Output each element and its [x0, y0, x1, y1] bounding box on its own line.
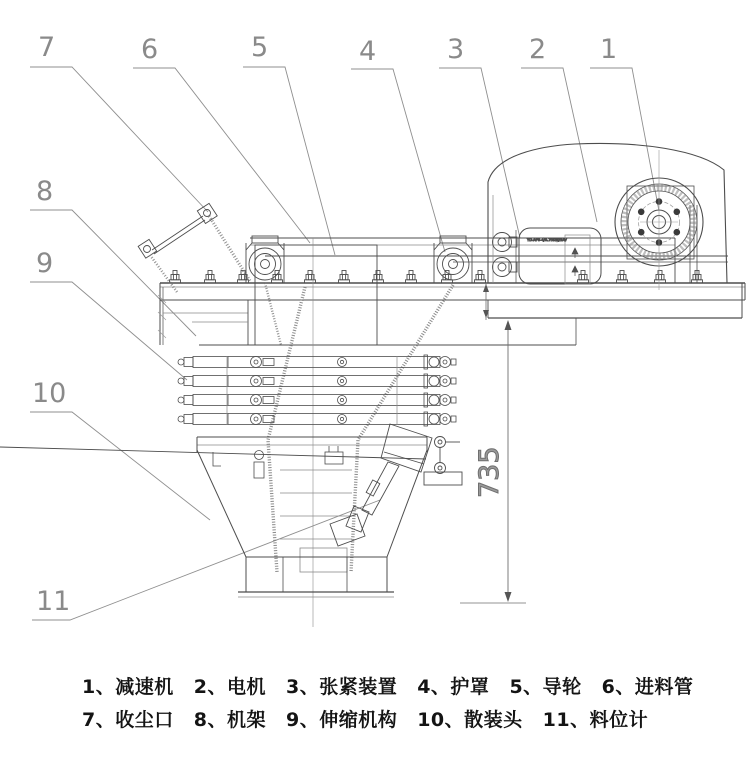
guide-wheel-left: [243, 236, 287, 283]
legend-item: 7、收尘口: [82, 708, 174, 731]
legend-item: 6、进料管: [601, 676, 694, 698]
dimension-735: [460, 283, 526, 603]
callout-5: 5: [251, 32, 269, 63]
legend-item: 2、电机: [193, 676, 266, 698]
callout-4: 4: [359, 36, 377, 67]
parts-legend: [82, 671, 742, 736]
motor-nameplate-text: YD-AP6-4/0.75KW/5AV: [527, 238, 567, 242]
beam-bolts: [170, 271, 703, 284]
callout-6: 6: [141, 34, 159, 65]
guide-wheel-right: [431, 236, 475, 283]
level-gauge: [0, 424, 462, 546]
dust-port-box: [163, 300, 576, 345]
legend-item: 8、机架: [193, 708, 266, 731]
legend-item: 10、散装头: [417, 708, 523, 731]
callout-leader-lines: [30, 67, 659, 620]
callout-numbers: [32, 32, 617, 617]
callout-1: 1: [600, 34, 618, 65]
legend-item: 11、料位计: [542, 708, 649, 731]
telescopic-mechanism: [178, 355, 456, 426]
callout-11: 11: [36, 586, 71, 617]
legend-row-1: [82, 671, 742, 704]
callout-9: 9: [36, 248, 54, 279]
legend-item: 3、张紧装置: [285, 676, 398, 698]
callout-3: 3: [447, 34, 465, 65]
feed-pipe-upper-casing: [250, 238, 675, 627]
callout-10: 10: [32, 378, 67, 409]
legend-item: 5、导轮: [509, 676, 582, 698]
frame-beam: [158, 283, 745, 345]
legend-item: 4、护罩: [417, 676, 490, 698]
callout-2: 2: [529, 34, 547, 65]
legend-row-2: [82, 704, 742, 737]
support-strut: [138, 203, 250, 292]
callout-8: 8: [36, 176, 54, 207]
bulk-head-cone: [197, 437, 427, 597]
legend-item: 1、减速机: [82, 676, 174, 698]
legend-item: 9、伸缩机构: [285, 708, 398, 731]
dimension-height-label: 735: [474, 446, 505, 498]
callout-7: 7: [38, 32, 56, 63]
wire-ropes: [265, 256, 728, 572]
